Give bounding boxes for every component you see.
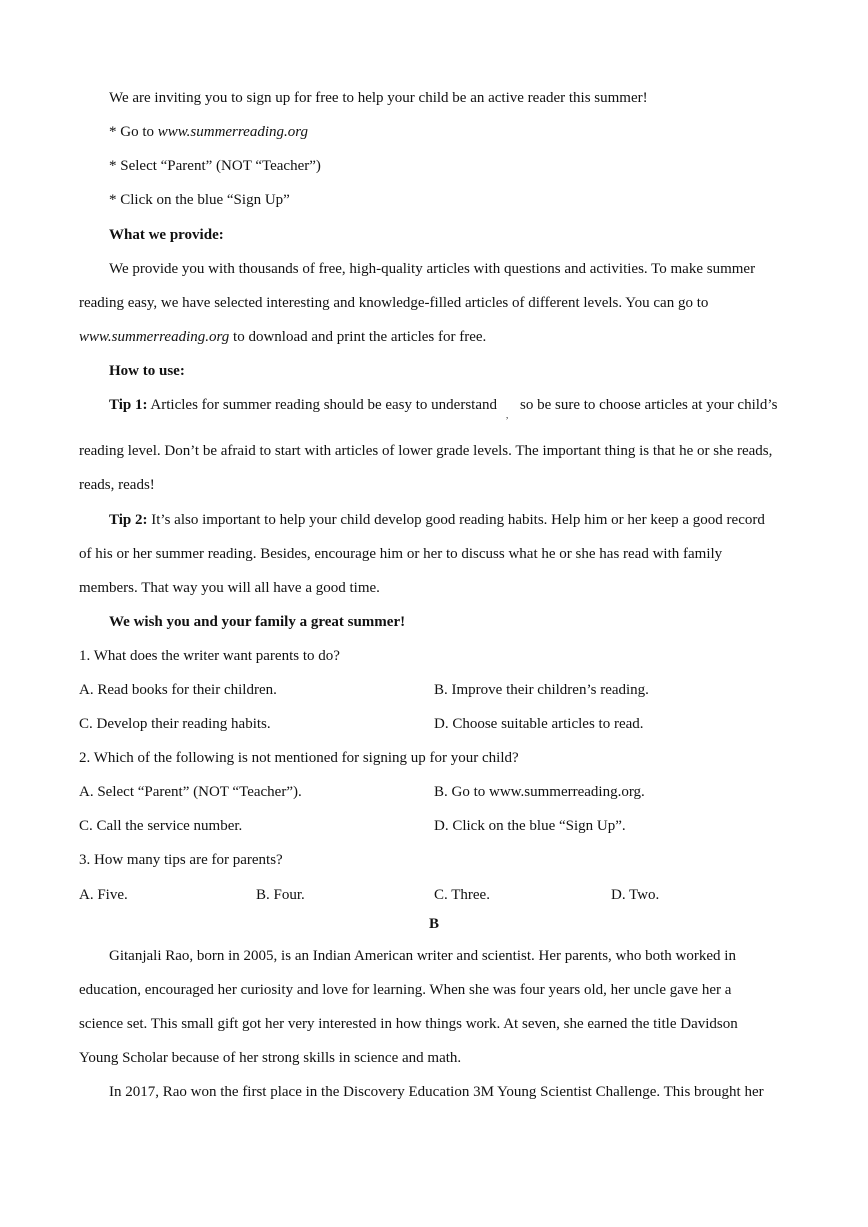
tip-2-text: It’s also important to help your child develop good reading habits. Help him or her keep a good record	[147, 512, 765, 528]
section-b-p1-line-3: science set. This small gift got her very interested in how things work. At seven, she earned the title Davidson	[79, 1016, 738, 1032]
tip-1-line-3: reads, reads!	[79, 477, 155, 493]
q2-option-d: D. Click on the blue “Sign Up”.	[434, 818, 626, 834]
section-b-p1-line-1: Gitanjali Rao, born in 2005, is an Indian American writer and scientist. Her parents, who both worked in	[109, 948, 736, 964]
step-1-prefix: * Go to	[109, 124, 158, 140]
provide-url: www.summerreading.org	[79, 329, 230, 345]
question-3: 3. How many tips are for parents?	[79, 852, 283, 868]
q2-option-a: A. Select “Parent” (NOT “Teacher”).	[79, 784, 302, 800]
question-3-options	[79, 885, 779, 905]
section-b-p1-line-4: Young Scholar because of her strong skills in science and math.	[79, 1050, 462, 1066]
q3-option-b: B. Four.	[256, 887, 305, 903]
q3-option-d: D. Two.	[611, 887, 660, 903]
q2-option-c: C. Call the service number.	[79, 818, 243, 834]
intro-invite: We are inviting you to sign up for free to help your child be an active reader this summer!	[109, 90, 648, 106]
section-b-p1-line-2: education, encouraged her curiosity and love for learning. When she was four years old, her uncle gave her a	[79, 982, 732, 998]
tip-1-line-2: reading level. Don’t be afraid to start with articles of lower grade levels. The important thing is that he or she reads,	[79, 443, 773, 459]
question-1-options-row-1	[79, 680, 779, 700]
tip-1-label: Tip 1:	[109, 397, 148, 413]
tip-1-text: Articles for summer reading should be easy to understand	[147, 397, 497, 413]
section-b-p2-line-1: In 2017, Rao won the first place in the Discovery Education 3M Young Scientist Challenge. This brought her	[109, 1084, 764, 1100]
closing-line: We wish you and your family a great summer!	[109, 614, 406, 630]
provide-line-1: We provide you with thousands of free, high-quality articles with questions and activities. To make summer	[109, 261, 756, 277]
tip-1-line-1-end: so be sure to choose articles at your child’s	[520, 397, 778, 413]
how-heading: How to use:	[109, 363, 185, 379]
question-1: 1. What does the writer want parents to do?	[79, 648, 340, 664]
q1-option-d: D. Choose suitable articles to read.	[434, 716, 644, 732]
provide-line-3	[79, 327, 486, 347]
question-2-options-row-2	[79, 816, 779, 836]
tip-1-line-1	[109, 395, 497, 415]
signup-step-2: * Select “Parent” (NOT “Teacher”)	[109, 158, 321, 174]
question-1-options-row-2	[79, 714, 779, 734]
signup-step-3: * Click on the blue “Sign Up”	[109, 192, 290, 208]
question-2-options-row-1	[79, 782, 779, 802]
q1-option-b: B. Improve their children’s reading.	[434, 682, 649, 698]
section-b-heading: B	[428, 916, 439, 932]
signup-step-1	[109, 122, 308, 142]
provide-heading: What we provide:	[109, 227, 224, 243]
provide-line-2: reading easy, we have selected interesting and knowledge-filled articles of different levels. You can go to	[79, 295, 709, 311]
q2-option-b: B. Go to www.summerreading.org.	[434, 784, 645, 800]
tip-1-comma: ,	[506, 410, 509, 420]
tip-2-line-2: of his or her summer reading. Besides, encourage him or her to discuss what he or she has read with family	[79, 546, 723, 562]
question-2: 2. Which of the following is not mentioned for signing up for your child?	[79, 750, 519, 766]
step-1-url: www.summerreading.org	[157, 124, 309, 140]
q1-option-c: C. Develop their reading habits.	[79, 716, 271, 732]
q1-option-a: A. Read books for their children.	[79, 682, 277, 698]
tip-2-line-1	[109, 510, 765, 530]
tip-2-line-3: members. That way you will all have a good time.	[79, 580, 380, 596]
tip-2-label: Tip 2:	[109, 512, 148, 528]
q3-option-a: A. Five.	[79, 887, 128, 903]
q3-option-c: C. Three.	[434, 887, 490, 903]
provide-line-3-rest: to download and print the articles for free.	[229, 329, 487, 345]
